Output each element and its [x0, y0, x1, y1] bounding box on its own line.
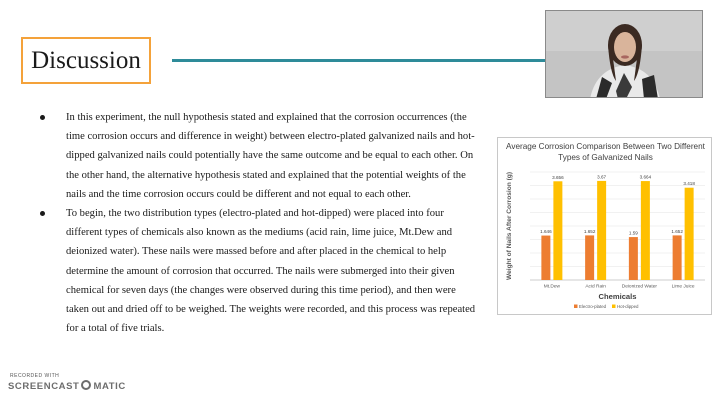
data-label: 3.418: [683, 181, 695, 187]
y-axis-label: Weight of Nails After Corrosion (g): [506, 171, 513, 281]
data-label: 1.652: [671, 228, 683, 234]
bar-electro-plated: [673, 235, 682, 280]
bar-electro-plated: [585, 235, 594, 280]
bullet-dot-icon: [40, 211, 45, 216]
bullet-text: To begin, the two distribution types (electro-plated and hot-dipped) were placed into four different types of chemicals also known as the mediums (acid rain, lime juice, Mt.Dew and deionized water). These nails were massed before and after placed in the chemical to help determine the amount of corrosion that occurred. The nails were submerged into their given chemical for seven days (the changes were observed during this time period), and then were taken out and dried off to be weighed. The weights were recorded, and this process was repeated for a total of five trials.: [66, 208, 476, 335]
brand-right: MATIC: [93, 381, 126, 392]
screencast-watermark: [6, 373, 126, 395]
chart-title: Average Corrosion Comparison Between Two Different Types of Galvanized Nails: [506, 142, 705, 162]
x-axis-label: Chemicals: [598, 292, 637, 301]
bar-chart: [497, 137, 712, 315]
record-dot-icon: [81, 380, 91, 390]
bar-hot-dipped: [597, 181, 606, 280]
bar-hot-dipped: [685, 188, 694, 280]
data-label: 3.656: [552, 174, 564, 180]
brand-left: SCREENCAST: [8, 381, 80, 392]
legend-label: Electro-plated: [579, 304, 607, 309]
bar-hot-dipped: [641, 181, 650, 280]
bullet-list: [38, 108, 478, 338]
data-label: 1.652: [583, 228, 596, 234]
bar-electro-plated: [541, 236, 550, 280]
bullet-dot-icon: [40, 115, 45, 120]
x-tick-label: Deionized Water: [621, 284, 658, 290]
legend-label: Hot-dipped: [617, 304, 639, 309]
bullet-text: In this experiment, the null hypothesis stated and explained that the corrosion occurrences (the time corrosion occurs and difference in weight) between electro-plated galvanized nails and hot-dipped galvanized nails could potentially have the same outcome and be equal to each other. On the other hand, the alternative hypothesis stated and explained that the potential weights of the nails and the time corrosion occurs could be different and not equal to each other.: [66, 112, 475, 200]
bar-hot-dipped: [553, 181, 562, 280]
x-tick-label: Mt.Dew: [543, 284, 561, 290]
slide-title: Discussion: [31, 46, 141, 74]
webcam-overlay: [545, 10, 703, 98]
legend-swatch: [612, 305, 616, 309]
data-label: 1.59: [628, 230, 638, 236]
presenter-video: [546, 11, 703, 98]
chart-canvas: [498, 138, 713, 316]
legend-swatch: [574, 305, 578, 309]
bar-electro-plated: [629, 237, 638, 280]
data-label: 3.664: [639, 174, 652, 180]
bullet-item: [38, 204, 478, 338]
data-label: 3.67: [597, 174, 607, 180]
title-rule: [172, 59, 550, 62]
x-tick-label: Lime Juice: [671, 284, 695, 290]
bullet-item: [38, 108, 478, 204]
data-label: 1.646: [540, 229, 552, 235]
title-box: [21, 37, 151, 84]
recorder-small-text: RECORDED WITH: [10, 373, 60, 379]
recorder-brand: [8, 380, 126, 392]
x-tick-label: Acid Rain: [585, 284, 606, 290]
